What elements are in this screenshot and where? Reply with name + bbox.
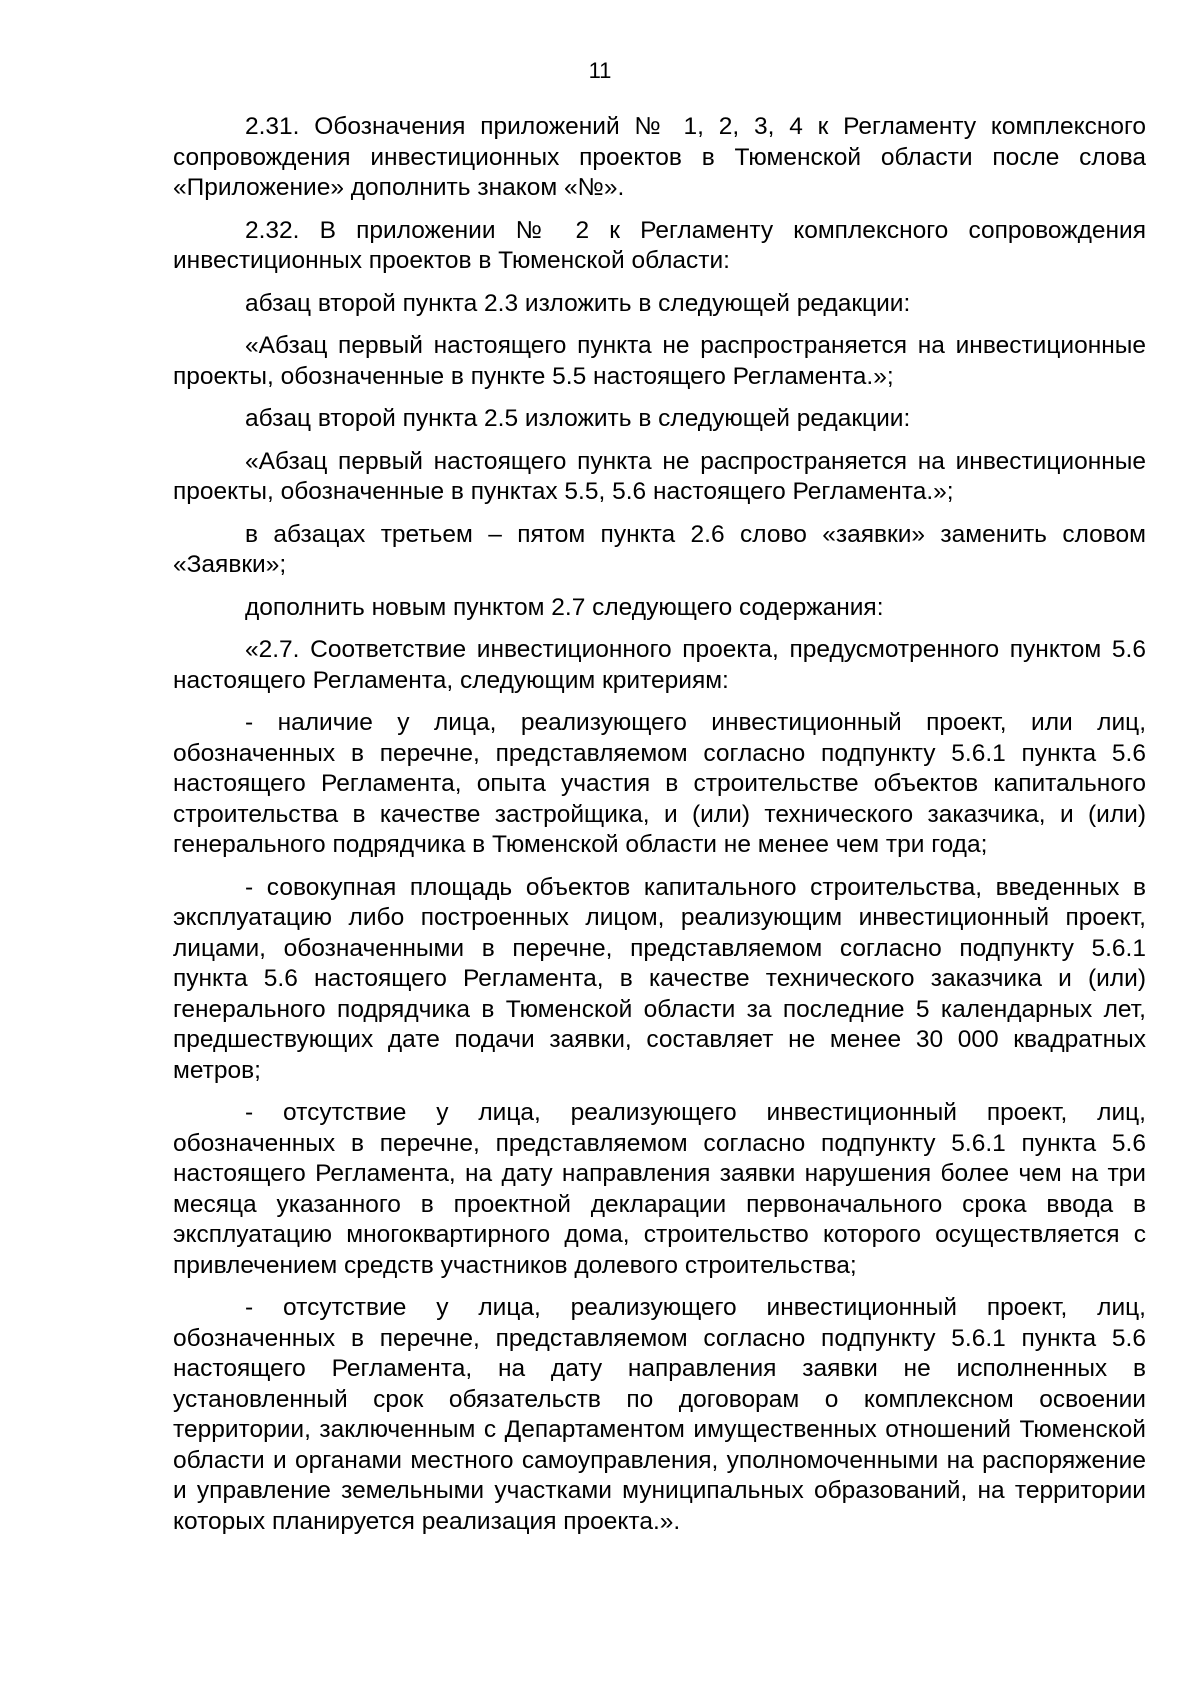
document-body	[173, 112, 1146, 1549]
criterion-no-delay: - отсутствие у лица, реализующего инвестиционный проект, лиц, обозначенных в перечне, представляемом согласно подпункту 5.6.1 пункта 5.6 настоящего Регламента, на дату направления заявки нарушения более чем на три месяца указанного в проектной декларации первоначального срока ввода в эксплуатацию многоквартирного дома, строительство которого осуществляется с привлечением средств участников долевого строительства;	[173, 1099, 1146, 1279]
paragraph-2-32: 2.32. В приложении № 2 к Регламенту комплексного сопровождения инвестиционных проектов в Тюменской области:	[173, 216, 1146, 274]
criterion-area: - совокупная площадь объектов капитального строительства, введенных в эксплуатацию либо построенных лицом, реализующим инвестиционный проект, лицами, обозначенными в перечне, представляемом согласно подпункту 5.6.1 пункта 5.6 настоящего Регламента, в качестве технического заказчика и (или) генерального подрядчика в Тюменской области за последние 5 календарных лет, предшествующих дате подачи заявки, составляет не менее 30 000 квадратных метров;	[173, 873, 1146, 1084]
paragraph-2-31: 2.31. Обозначения приложений № 1, 2, 3, 4 к Регламенту комплексного сопровождения инвестиционных проектов в Тюменской области после слова «Приложение» дополнить знаком «№».	[173, 113, 1146, 201]
criterion-experience: - наличие у лица, реализующего инвестиционный проект, или лиц, обозначенных в перечне, представляемом согласно подпункту 5.6.1 пункта 5.6 настоящего Регламента, опыта участия в строительстве объектов капитального строительства в качестве застройщика, и (или) технического заказчика, и (или) генерального подрядчика в Тюменской области не менее чем три года;	[173, 709, 1146, 858]
paragraph-quote-2-3: «Абзац первый настоящего пункта не распространяется на инвестиционные проекты, обозначенные в пункте 5.5 настоящего Регламента.»;	[173, 332, 1146, 390]
paragraph-add-2-7: дополнить новым пунктом 2.7 следующего содержания:	[245, 593, 884, 621]
paragraph-amend-2-5: абзац второй пункта 2.5 изложить в следующей редакции:	[245, 405, 911, 432]
paragraph-amend-2-3: абзац второй пункта 2.3 изложить в следующей редакции:	[245, 289, 911, 317]
paragraph-quote-2-7: «2.7. Соответствие инвестиционного проекта, предусмотренного пунктом 5.6 настоящего Регламента, следующим критериям:	[173, 636, 1146, 694]
paragraph-amend-2-6: в абзацах третьем – пятом пункта 2.6 слово «заявки» заменить словом «Заявки»;	[173, 520, 1146, 578]
criterion-no-unfulfilled: - отсутствие у лица, реализующего инвестиционный проект, лиц, обозначенных в перечне, представляемом согласно подпункту 5.6.1 пункта 5.6 настоящего Регламента, на дату направления заявки не исполненных в установленный срок обязательств по договорам о комплексном освоении территории, заключенным с Департаментом имущественных отношений Тюменской области и органами местного самоуправления, уполномоченными на распоряжение и управление земельными участками муниципальных образований, на территории которых планируется реализация проекта.».	[173, 1294, 1146, 1535]
page-number: 11	[588, 58, 612, 83]
paragraph-quote-2-5: «Абзац первый настоящего пункта не распространяется на инвестиционные проекты, обозначенные в пунктах 5.5, 5.6 настоящего Регламента.»;	[173, 447, 1146, 505]
